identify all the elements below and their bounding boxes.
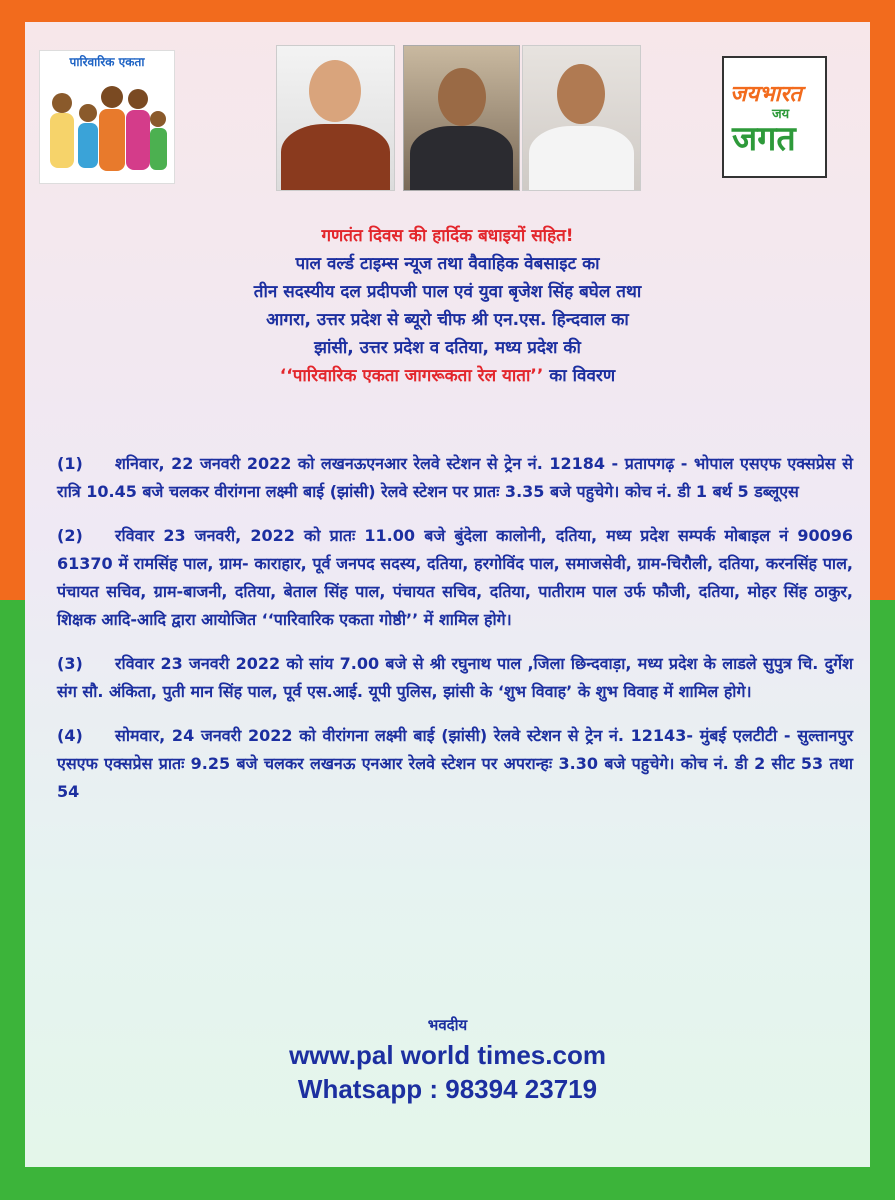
whatsapp-text: Whatsapp : 98394 23719 bbox=[297, 1074, 598, 1104]
heading-line-5: झांसी, उत्तर प्रदेश व दतिया, मध्य प्रदेश की bbox=[314, 338, 581, 358]
item-number: (4) bbox=[57, 726, 83, 745]
logo-small: जय bbox=[772, 107, 790, 122]
itinerary-item bbox=[57, 650, 853, 706]
family-illustration-icon bbox=[40, 51, 174, 183]
family-logo-caption: पारिवारिक एकता bbox=[69, 55, 145, 69]
heading-line-2: पाल वर्ल्ड टाइम्स न्यूज तथा वैवाहिक वेबसाइट का bbox=[295, 254, 600, 274]
portrait-photo-2 bbox=[403, 45, 520, 191]
itinerary-item bbox=[57, 722, 853, 806]
itinerary-item bbox=[57, 450, 853, 506]
item-text: शनिवार, 22 जनवरी 2022 को लखनऊएनआर रेलवे स्टेशन से ट्रेन नं. 12184 - प्रतापगढ़ - भोपाल एसएफ एक्सप्रेस से रात्रि 10.45 बजे चलकर वीरांगना लक्ष्मी बाई (झांसी) रेलवे स्टेशन पर प्रातः 3.35 बजे पहुचेगे। कोच नं. डी 1 बर्थ 5 डब्लूएस bbox=[57, 454, 853, 501]
signoff-salutation: भवदीय bbox=[427, 1016, 468, 1034]
heading-line-4: आगरा, उत्तर प्रदेश से ब्यूरो चीफ श्री एन.एस. हिन्दवाल का bbox=[266, 310, 629, 330]
heading-line-6-suffix: का विवरण bbox=[549, 366, 616, 386]
heading-line-3: तीन सदस्यीय दल प्रदीपजी पाल एवं युवा बृजेश सिंह बघेल तथा bbox=[253, 282, 642, 302]
family-unity-logo bbox=[39, 50, 175, 184]
item-text: रविवार 23 जनवरी, 2022 को प्रातः 11.00 बजे बुंदेला कालोनी, दतिया, मध्य प्रदेश सम्पर्क मोबाइल नं 90096 61370 में रामसिंह पाल, ग्राम- काराहार, पूर्व जनपद सदस्य, दतिया, हरगोविंद पाल, समाजसेवी, ग्राम-चिरौली, दतिया, करनसिंह पाल, पंचायत सचिव, ग्राम-बाजनी, दतिया, बेताल सिंह पाल, पंचायत सचिव, दतिया, पातीराम पाल उर्फ फौजी, दतिया, मोहर सिंह ठाकुर, शिक्षक आदि-आदि द्वारा आयोजित ‘‘पारिवारिक एकता गोष्ठी’’ में शामिल होगे। bbox=[57, 526, 853, 629]
item-number: (1) bbox=[57, 454, 83, 473]
item-text: रविवार 23 जनवरी 2022 को सांय 7.00 बजे से श्री रघुनाथ पाल ,जिला छिन्दवाड़ा, मध्य प्रदेश के लाडले सुपुत्र चि. दुर्गेश संग सौ. अंकिता, पुती मान सिंह पाल, पूर्व एस.आई. यूपी पुलिस, झांसी के ‘शुभ विवाह’ के शुभ विवाह में शामिल होगे। bbox=[57, 654, 853, 701]
item-number: (2) bbox=[57, 526, 83, 545]
poster-content bbox=[25, 22, 870, 1167]
greeting-line: गणतंत दिवस की हार्दिक बधाइयों सहित! bbox=[321, 226, 574, 246]
itinerary-item bbox=[57, 522, 853, 634]
itinerary-body bbox=[57, 450, 853, 822]
item-text: सोमवार, 24 जनवरी 2022 को वीरांगना लक्ष्मी बाई (झांसी) रेलवे स्टेशन से ट्रेन नं. 12143- मुंबई एलटीटी - सुल्तानपुर एसएफ एक्सप्रेस प्रातः 9.25 बजे चलकर लखनऊ एनआर रेलवे स्टेशन पर अपरान्हः 3.30 बजे पहुचेगे। कोच नं. डी 2 सीट 53 तथा 54 bbox=[57, 726, 853, 801]
heading-line-6 bbox=[25, 362, 870, 390]
website-text: www.pal world times.com bbox=[289, 1040, 606, 1070]
logo-line-2: जगत bbox=[732, 119, 796, 159]
portrait-photo-1 bbox=[276, 45, 395, 191]
portrait-photo-3 bbox=[522, 45, 641, 191]
jai-bharat-jai-jagat-logo bbox=[722, 56, 827, 178]
item-number: (3) bbox=[57, 654, 83, 673]
announcement-heading bbox=[25, 222, 870, 390]
logo-line-1: जयभारत bbox=[730, 82, 802, 107]
signoff bbox=[25, 1012, 870, 1106]
yatra-title: ‘‘पारिवारिक एकता जागरूकता रेल याता’’ bbox=[279, 366, 544, 386]
